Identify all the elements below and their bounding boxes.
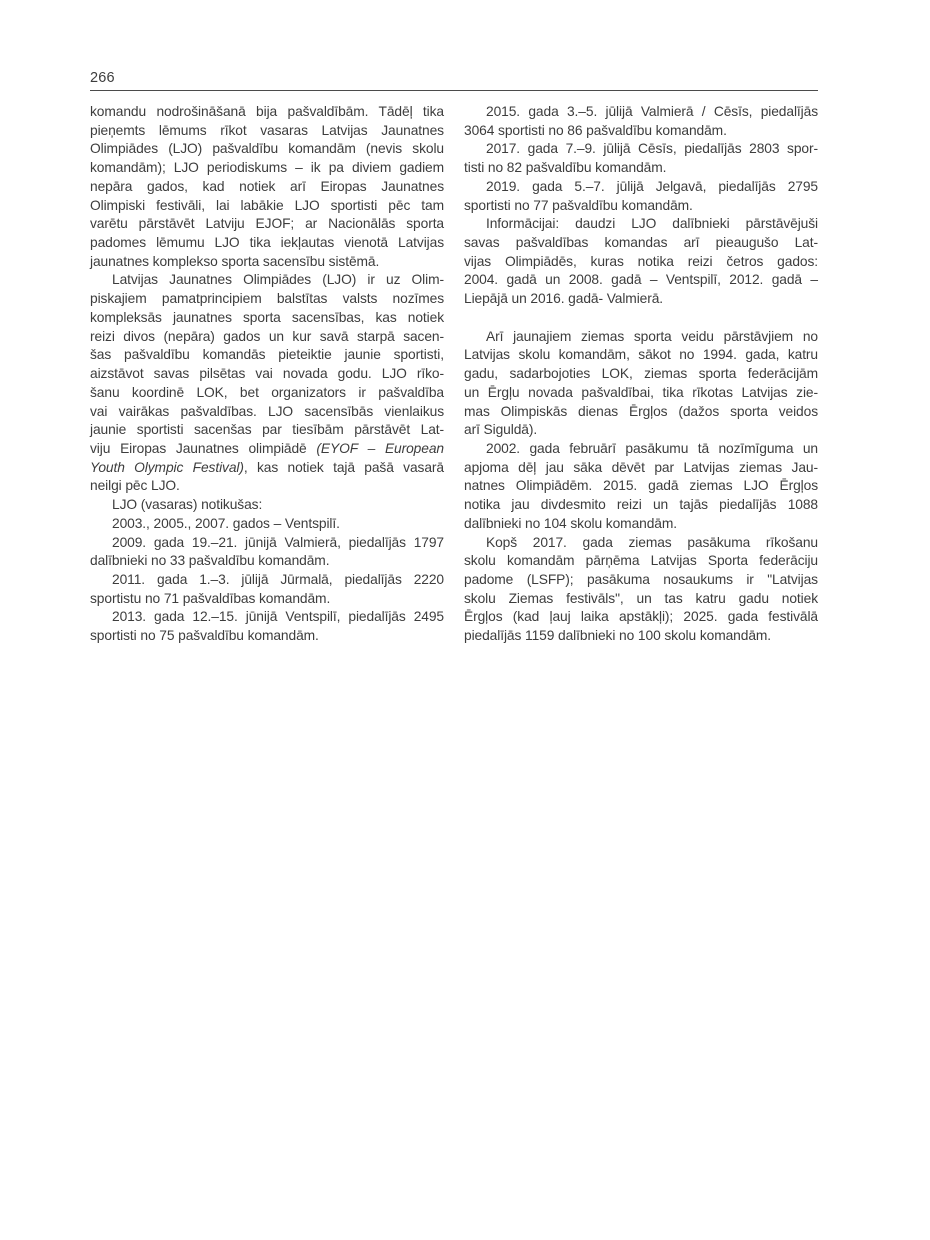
text-line: padomes lēmumu LJO tika iekļautas vienotā Latvijas [90,235,444,251]
text-line: tisti no 82 pašvaldību komandām. [464,160,667,176]
text-line: 2019. gada 5.–7. jūlijā Jelgavā, piedalījās 2795 [486,178,818,194]
paragraph-winter-intro [464,328,818,440]
paragraph-ljo-2003-2007 [90,515,444,534]
column-left [90,103,444,646]
paragraph-info-adult-olympics [464,215,818,309]
text-line: 2015. gada 3.–5. jūlijā Valmierā / Cēsīs, piedalījās [486,104,818,119]
paragraph-ljo-2011 [90,571,444,608]
text-line: komandām); LJO periodiskums – ik pa diviem gadiem [90,160,444,176]
text-line: LJO (vasaras) notikušas: [112,497,263,513]
text-line: skolu Ziemas festivāls", un tas katru gadu notiek [464,590,818,606]
text-line: 2003., 2005., 2007. gados – Ventspilī. [112,515,340,531]
text-line: un Ērgļu novada pašvaldībai, tika rīkotas Latvijas zie- [464,384,818,400]
text-line: Olimpiādes (LJO) pašvaldību komandām (nevis skolu [90,141,444,157]
paragraph-summer-intro [90,103,444,271]
text-line: mas Olimpiskās dienas Ērgļos (dažos sporta veidos [464,403,818,419]
text-line [90,440,444,459]
text-columns [90,103,818,646]
text-line: 2011. gada 1.–3. jūlijā Jūrmalā, piedalījās 2220 [112,571,444,587]
paragraph-ljo-2017 [464,140,818,177]
text-line: sportistu no 71 pašvaldības komandām. [90,590,331,606]
text-line: piskajiem pamatprincipiem balstītas valsts nozīmes [90,291,444,307]
text-line: pieņemts lēmums rīkot vasaras Latvijas Jaunatnes [90,122,444,138]
paragraph-ljo-description [90,271,444,496]
text-line: aizstāvot savas pilsētas vai novada godu. LJO rīko- [90,366,444,382]
text-line: Arī jaunajiem ziemas sporta veidu pārstāvjiem no [486,328,818,344]
text-line: dalībnieki no 33 pašvaldību komandām. [90,553,330,569]
text-line: vai vairākas pašvaldības. LJO sacensībās vienlaikus [90,403,444,419]
text-line: gadu, sadarbojoties LOK, ziemas sporta federācijām [464,366,818,382]
text-line: nepāra gados, kad notiek arī Eiropas Jaunatnes [90,178,444,194]
text-line: neilgi pēc LJO. [90,478,180,494]
text-line: sportisti no 77 pašvaldību komandām. [464,197,693,213]
text-line: natnes Olimpiādēm. 2015. gadā ziemas LJO Ērgļos [464,478,818,494]
paragraph-ljo-list-header [90,496,444,515]
header-rule [90,90,818,91]
text-line: 2017. gada 7.–9. jūlijā Cēsīs, piedalījās 2803 spor- [486,141,818,157]
text-line: piedalījās 1159 dalībnieki no 100 skolu komandām. [464,628,772,644]
text-line: jaunatnes komplekso sporta sacensību sistēmā. [90,253,380,269]
paragraph-winter-2002-2015 [464,440,818,534]
text-line: savas pašvaldības komandas arī pieaugušo Lat- [464,235,818,251]
paragraph-ljo-2013 [90,608,444,645]
text-line: Kopš 2017. gada ziemas pasākuma rīkošanu [486,534,818,550]
text-line: reizi divos (nepāra) gados un kur savā starpā sacen- [90,328,444,344]
text-line: komandu nodrošināšanā bija pašvaldībām. Tādēļ tika [90,104,444,119]
text-line: šas pašvaldību komandās pieteiktie jaunie sportisti, [90,347,444,363]
text-line: jaunie sportisti sacenšas par tiesībām pārstāvēt Lat- [90,422,444,438]
text-line: vijas Olimpiādēs, kuras notika reizi četros gados: [464,253,818,269]
paragraph-winter-festival-2017 [464,534,818,646]
column-right [464,103,818,646]
text-line: skolu komandām pārņēma Latvijas Sporta federāciju [464,553,818,569]
text-line: Informācijai: daudzi LJO dalībnieki pārstāvējuši [486,216,818,232]
text-line: 2002. gada februārī pasākumu tā nozīmīguma un [486,440,818,456]
page-number: 266 [90,70,115,86]
text-line [90,459,444,478]
text-line: padome (LSFP); pasākuma nosaukums ir "Latvijas [464,571,818,587]
text-line: kompleksās jaunatnes sporta sacensības, kas notiek [90,309,444,325]
paragraph-ljo-2019 [464,178,818,215]
italic-text: Youth Olympic Festival) [90,459,244,475]
text-line: Latvijas skolu komandām, sākot no 1994. gada, katru [464,347,818,363]
text-line: dalībnieki no 104 skolu komandām. [464,515,677,531]
text-line: Liepājā un 2016. gadā- Valmierā. [464,291,664,307]
text-line: Latvijas Jaunatnes Olimpiādes (LJO) ir uz Olim- [112,272,444,288]
text-segment: , kas notiek tajā pašā vasarā [243,459,444,475]
text-line: 2009. gada 19.–21. jūnijā Valmierā, piedalījās 1797 [112,534,444,550]
text-line: 2004. gadā un 2008. gadā – Ventspilī, 2012. gadā – [464,272,818,288]
text-line: 2013. gada 12.–15. jūnijā Ventspilī, piedalījās 2495 [112,609,444,625]
text-line: Ērgļos (kad ļauj laika apstākļi); 2025. gada festivālā [464,609,818,625]
text-line: šanu koordinē LOK, bet organizators ir pašvaldība [90,384,444,400]
text-segment: viju Eiropas Jaunatnes olimpiādē [90,440,317,456]
text-line: sportisti no 75 pašvaldību komandām. [90,628,319,644]
paragraph-ljo-2009 [90,534,444,571]
text-line: 3064 sportisti no 86 pašvaldību komandām. [464,122,727,138]
italic-text: (EYOF – European [316,440,444,456]
text-line: varētu pārstāvēt Latviju EJOF; ar Nacionālās sporta [90,216,444,232]
text-line: arī Siguldā). [464,422,538,438]
text-line: Olimpiski festivāli, lai labākie LJO sportisti pēc tam [90,197,444,213]
text-line: notika jau divdesmito reizi un tajās piedalījās 1088 [464,497,818,513]
text-line: apjoma dēļ jau sāka dēvēt par Latvijas ziemas Jau- [464,459,818,475]
paragraph-ljo-2015 [464,103,818,140]
